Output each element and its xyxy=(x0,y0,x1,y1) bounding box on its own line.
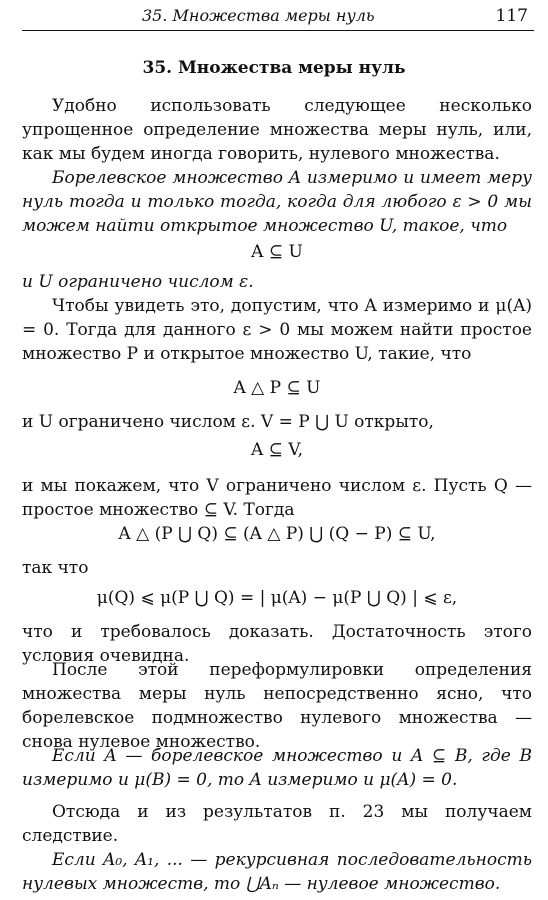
formula-a-subset-v: A ⊆ V, xyxy=(250,440,304,460)
formula-symmetric-difference: A △ P ⊆ U xyxy=(233,378,321,398)
paragraph-q-simple: и мы покажем, что V ограничено числом ε. Пусть Q — простое множество ⊆ V. Тогда xyxy=(22,476,532,520)
paragraph-proof: Чтобы увидеть это, допустим, что A измеримо и μ(A) = 0. Тогда для данного ε > 0 мы можем найти простое множество P и открытое множество U, такие, что xyxy=(22,296,532,364)
paragraph-intro: Удобно использовать следующее несколько упрощенное определение множества меры нуль, или, как мы будем иногда говорить, нулевого множества. xyxy=(22,96,532,164)
running-title: 35. Множества меры нуль xyxy=(142,6,375,25)
theorem-conclusion: и U ограничено числом ε. xyxy=(22,272,254,292)
corollary-subset: Если A — борелевское множество и A ⊆ B, где B измеримо и μ(B) = 0, то A измеримо и μ(A) = 0. xyxy=(22,746,532,790)
running-header xyxy=(22,4,534,31)
corollary-union: Если A₀, A₁, ... — рекурсивная последовательность нулевых множеств, то ⋃Aₙ — нулевое множество. xyxy=(22,850,532,894)
paragraph-so-that: так что xyxy=(22,558,89,578)
formula-a-subset-u: A ⊆ U xyxy=(251,242,303,262)
theorem-statement: Борелевское множество A измеримо и имеет меру нуль тогда и только тогда, когда для любого ε > 0 мы можем найти открытое множество U, такое, что xyxy=(22,168,532,236)
paragraph-reformulation: После этой переформулировки определения множества меры нуль непосредственно ясно, что борелевское подмножество нулевого множества — снова нулевое множество. xyxy=(22,660,532,752)
formula-inclusion-chain: A △ (P ⋃ Q) ⊆ (A △ P) ⋃ (Q − P) ⊆ U, xyxy=(118,524,436,544)
paragraph-v-open: и U ограничено числом ε. V = P ⋃ U открыто, xyxy=(22,412,434,432)
section-title: 35. Множества меры нуль xyxy=(142,58,406,78)
paragraph-consequence: Отсюда и из результатов п. 23 мы получаем следствие. xyxy=(22,802,532,846)
page-number: 117 xyxy=(495,6,528,26)
paragraph-qed: что и требовалось доказать. Достаточность этого условия очевидна. xyxy=(22,622,532,666)
formula-measure-inequality: μ(Q) ⩽ μ(P ⋃ Q) = | μ(A) − μ(P ⋃ Q) | ⩽ ε, xyxy=(96,588,458,608)
